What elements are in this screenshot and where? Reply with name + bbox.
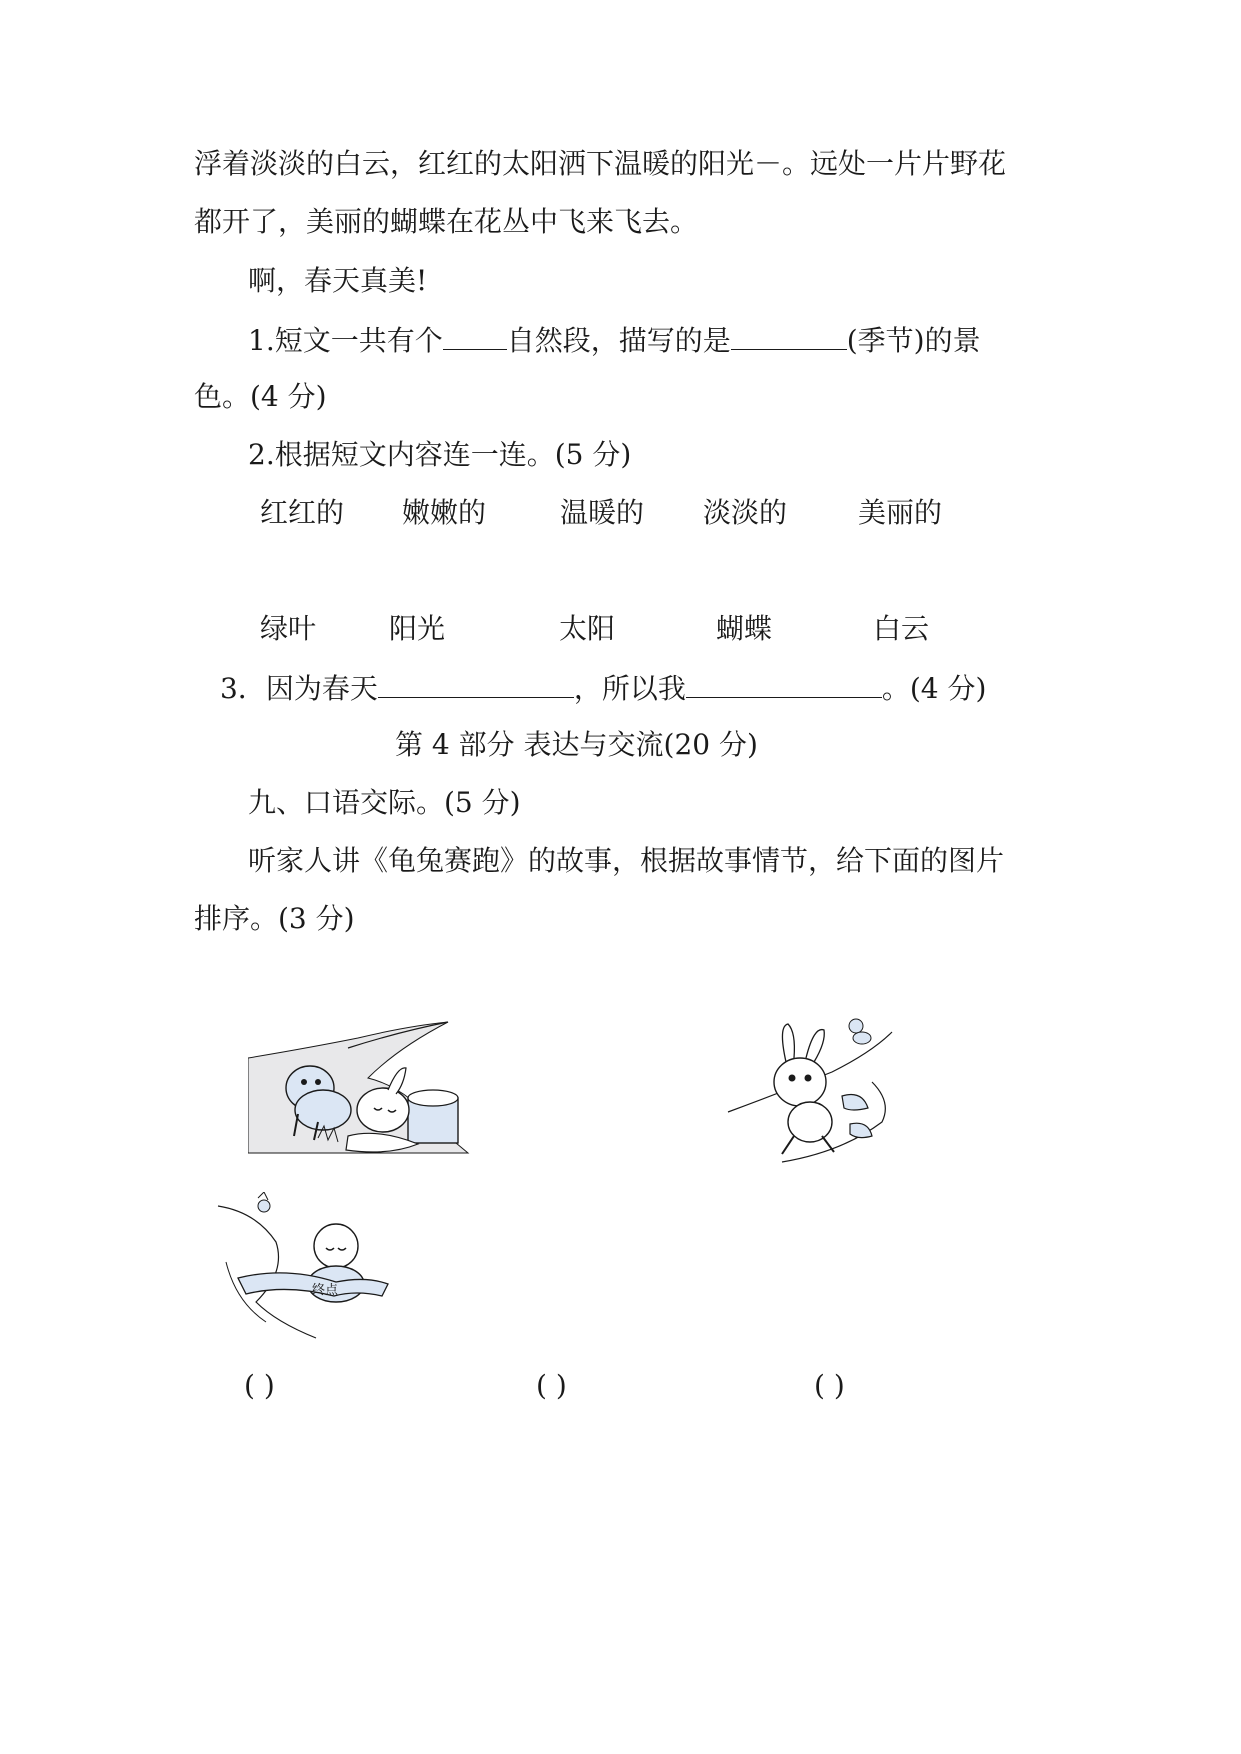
top-word-1[interactable]: 红红的	[260, 496, 345, 529]
question-2-prompt: 2.根据短文内容连一连。(5 分)	[248, 438, 632, 471]
q3-blank-2[interactable]	[686, 667, 882, 698]
question-1	[248, 319, 981, 361]
question-9-prompt-2: 排序。(3 分)	[194, 902, 355, 935]
section-title: 第 4 部分 表达与交流(20 分)	[395, 728, 758, 761]
q1-blank-paragraphs[interactable]	[443, 319, 507, 350]
q1-text-a: 1.短文一共有个	[248, 324, 443, 357]
q3-blank-1[interactable]	[378, 667, 574, 698]
answer-paren-2[interactable]: ( )	[536, 1369, 567, 1402]
illustration-turtle-finish	[216, 1192, 396, 1342]
question-9-title: 九、口语交际。(5 分)	[248, 786, 521, 819]
passage-line-1: 浮着淡淡的白云，红红的太阳洒下温暖的阳光－。远处一片片野花	[194, 147, 1007, 180]
bottom-word-3[interactable]: 太阳	[559, 612, 616, 645]
question-1-cont: 色。(4 分)	[194, 380, 327, 413]
q3-text-c: 。(4 分)	[881, 672, 987, 705]
q1-blank-season[interactable]	[731, 319, 847, 350]
bottom-word-4[interactable]: 蝴蝶	[716, 612, 773, 645]
top-word-3[interactable]: 温暖的	[560, 496, 645, 529]
illustration-rabbit-sleeping	[248, 1018, 478, 1168]
top-word-2[interactable]: 嫩嫩的	[402, 496, 487, 529]
bottom-word-5[interactable]: 白云	[873, 612, 930, 645]
top-word-5[interactable]: 美丽的	[858, 496, 943, 529]
bottom-word-1[interactable]: 绿叶	[260, 612, 317, 645]
q3-text-a: 3．因为春天	[220, 672, 378, 705]
q1-text-b: 自然段，描写的是	[506, 324, 731, 357]
passage-line-3: 啊，春天真美!	[248, 264, 428, 297]
passage-line-2: 都开了，美丽的蝴蝶在花丛中飞来飞去。	[194, 205, 699, 238]
answer-paren-3[interactable]: ( )	[814, 1369, 845, 1402]
finish-banner-text: 终点	[312, 1283, 339, 1298]
illustration-rabbit-running	[722, 1012, 902, 1172]
q1-text-c: (季节)的景	[846, 324, 981, 357]
bottom-word-2[interactable]: 阳光	[389, 612, 446, 645]
question-9-prompt-1: 听家人讲《龟兔赛跑》的故事，根据故事情节，给下面的图片	[248, 844, 1005, 877]
answer-paren-1[interactable]: ( )	[244, 1369, 275, 1402]
top-word-4[interactable]: 淡淡的	[703, 496, 788, 529]
question-3	[220, 667, 986, 709]
q3-text-b: ，所以我	[573, 672, 686, 705]
